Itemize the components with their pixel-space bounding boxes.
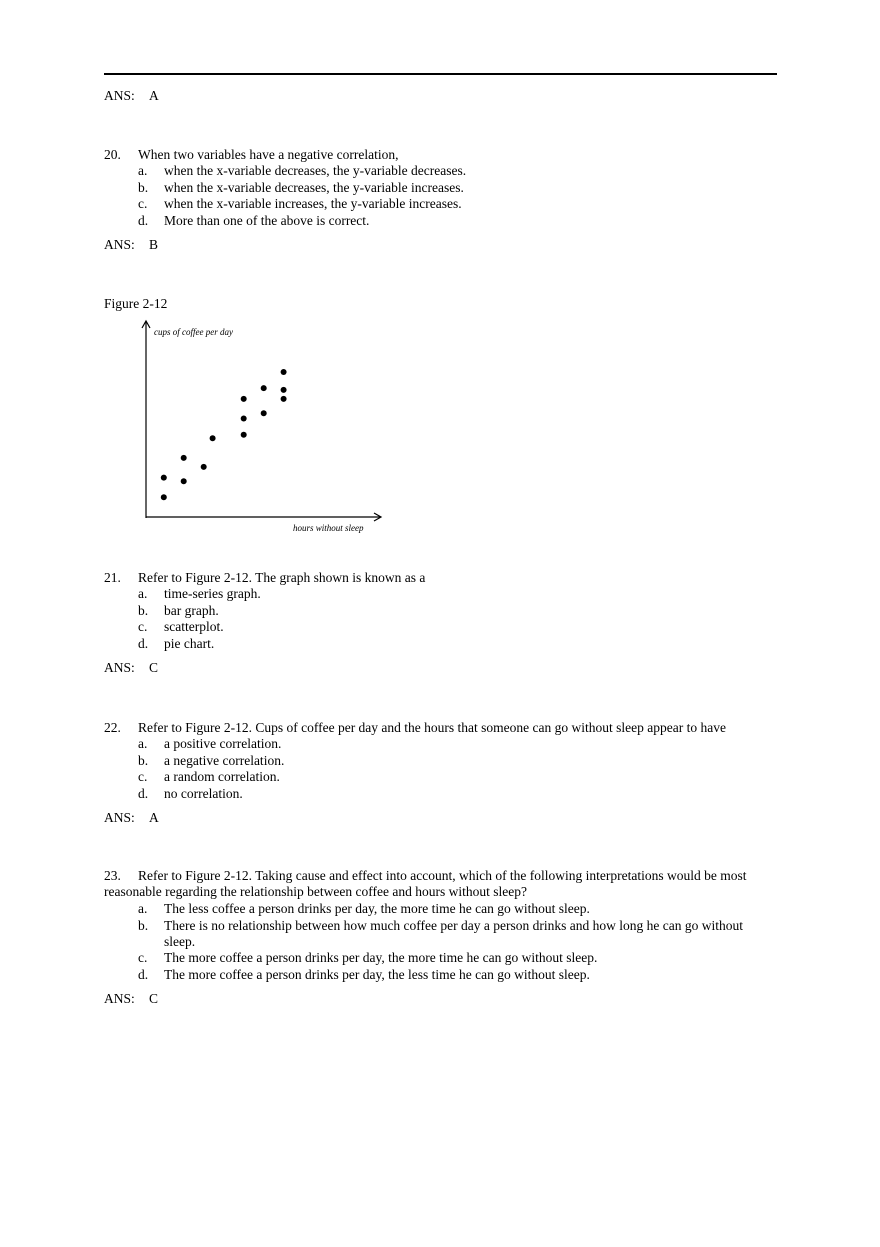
option-letter: d. — [138, 786, 149, 801]
answer-value: A — [149, 88, 159, 103]
option-text: The less coffee a person drinks per day, the more time he can go without sleep. — [164, 901, 590, 916]
option-text: bar graph. — [164, 603, 219, 618]
data-point-14 — [281, 369, 287, 375]
option-text: a negative correlation. — [164, 753, 285, 768]
option-text: More than one of the above is correct. — [164, 213, 370, 228]
answer-label: ANS: — [104, 88, 135, 103]
answer-value: C — [149, 660, 159, 675]
option-letter: d. — [138, 213, 149, 228]
option-text: no correlation. — [164, 786, 243, 801]
option-letter: d. — [138, 967, 149, 982]
data-point-9 — [241, 396, 247, 402]
x-axis-label: hours without sleep — [293, 523, 364, 533]
option-text: when the x-variable decreases, the y-variable decreases. — [164, 163, 467, 178]
answer-label: ANS: — [104, 810, 135, 825]
scatterplot-figure — [138, 318, 388, 540]
question-number: 23. — [104, 868, 121, 883]
answer-label: ANS: — [104, 991, 135, 1006]
data-point-2 — [161, 475, 167, 481]
data-point-5 — [201, 464, 207, 470]
data-point-13 — [281, 387, 287, 393]
option-text: when the x-variable increases, the y-variable increases. — [164, 196, 462, 211]
question-text: Refer to Figure 2-12. Taking cause and effect into account, which of the following interpretations would be most reasonable regarding the relationship between coffee and hours without sleep? — [104, 868, 747, 899]
option-text: when the x-variable decreases, the y-variable increases. — [164, 180, 464, 195]
option-text: a random correlation. — [164, 769, 280, 784]
option-letter: a. — [138, 586, 148, 601]
data-point-3 — [181, 478, 187, 484]
data-point-8 — [241, 416, 247, 422]
option-text: scatterplot. — [164, 619, 224, 634]
option-letter: c. — [138, 950, 148, 965]
answer-previous — [104, 88, 159, 104]
option-letter: b. — [138, 603, 149, 618]
data-point-12 — [281, 396, 287, 402]
answer-label: ANS: — [104, 237, 135, 252]
data-point-6 — [210, 435, 216, 441]
data-point-11 — [261, 385, 267, 391]
option-text: The more coffee a person drinks per day, the more time he can go without sleep. — [164, 950, 598, 965]
option-letter: b. — [138, 918, 149, 933]
option-letter: a. — [138, 163, 148, 178]
question-text: Refer to Figure 2-12. Cups of coffee per day and the hours that someone can go without sleep appear to have — [138, 720, 726, 735]
option-text: There is no relationship between how much coffee per day a person drinks and how long he can go without sleep. — [164, 918, 743, 949]
option-text: time-series graph. — [164, 586, 261, 601]
data-point-7 — [241, 432, 247, 438]
y-axis-label: cups of coffee per day — [154, 327, 233, 337]
answer — [104, 810, 159, 826]
option-letter: d. — [138, 636, 149, 651]
data-point-10 — [261, 410, 267, 416]
option-letter: b. — [138, 753, 149, 768]
option-letter: b. — [138, 180, 149, 195]
figure-label: Figure 2-12 — [104, 296, 168, 311]
question-number: 21. — [104, 570, 121, 585]
answer-value: B — [149, 237, 159, 252]
question-text: When two variables have a negative correlation, — [138, 147, 399, 162]
top-rule — [104, 73, 777, 75]
option-letter: c. — [138, 196, 148, 211]
option-text: The more coffee a person drinks per day, the less time he can go without sleep. — [164, 967, 590, 982]
data-point-1 — [161, 494, 167, 500]
answer — [104, 237, 158, 253]
data-points — [161, 369, 287, 500]
question-number: 22. — [104, 720, 121, 735]
answer-value: A — [149, 810, 159, 825]
answer — [104, 660, 158, 676]
option-letter: c. — [138, 619, 148, 634]
question-text: Refer to Figure 2-12. The graph shown is known as a — [138, 570, 426, 585]
question-number: 20. — [104, 147, 121, 162]
answer — [104, 991, 158, 1007]
option-letter: c. — [138, 769, 148, 784]
option-letter: a. — [138, 736, 148, 751]
option-text: a positive correlation. — [164, 736, 282, 751]
option-letter: a. — [138, 901, 148, 916]
answer-value: C — [149, 991, 159, 1006]
option-text: pie chart. — [164, 636, 215, 651]
answer-label: ANS: — [104, 660, 135, 675]
data-point-4 — [181, 455, 187, 461]
